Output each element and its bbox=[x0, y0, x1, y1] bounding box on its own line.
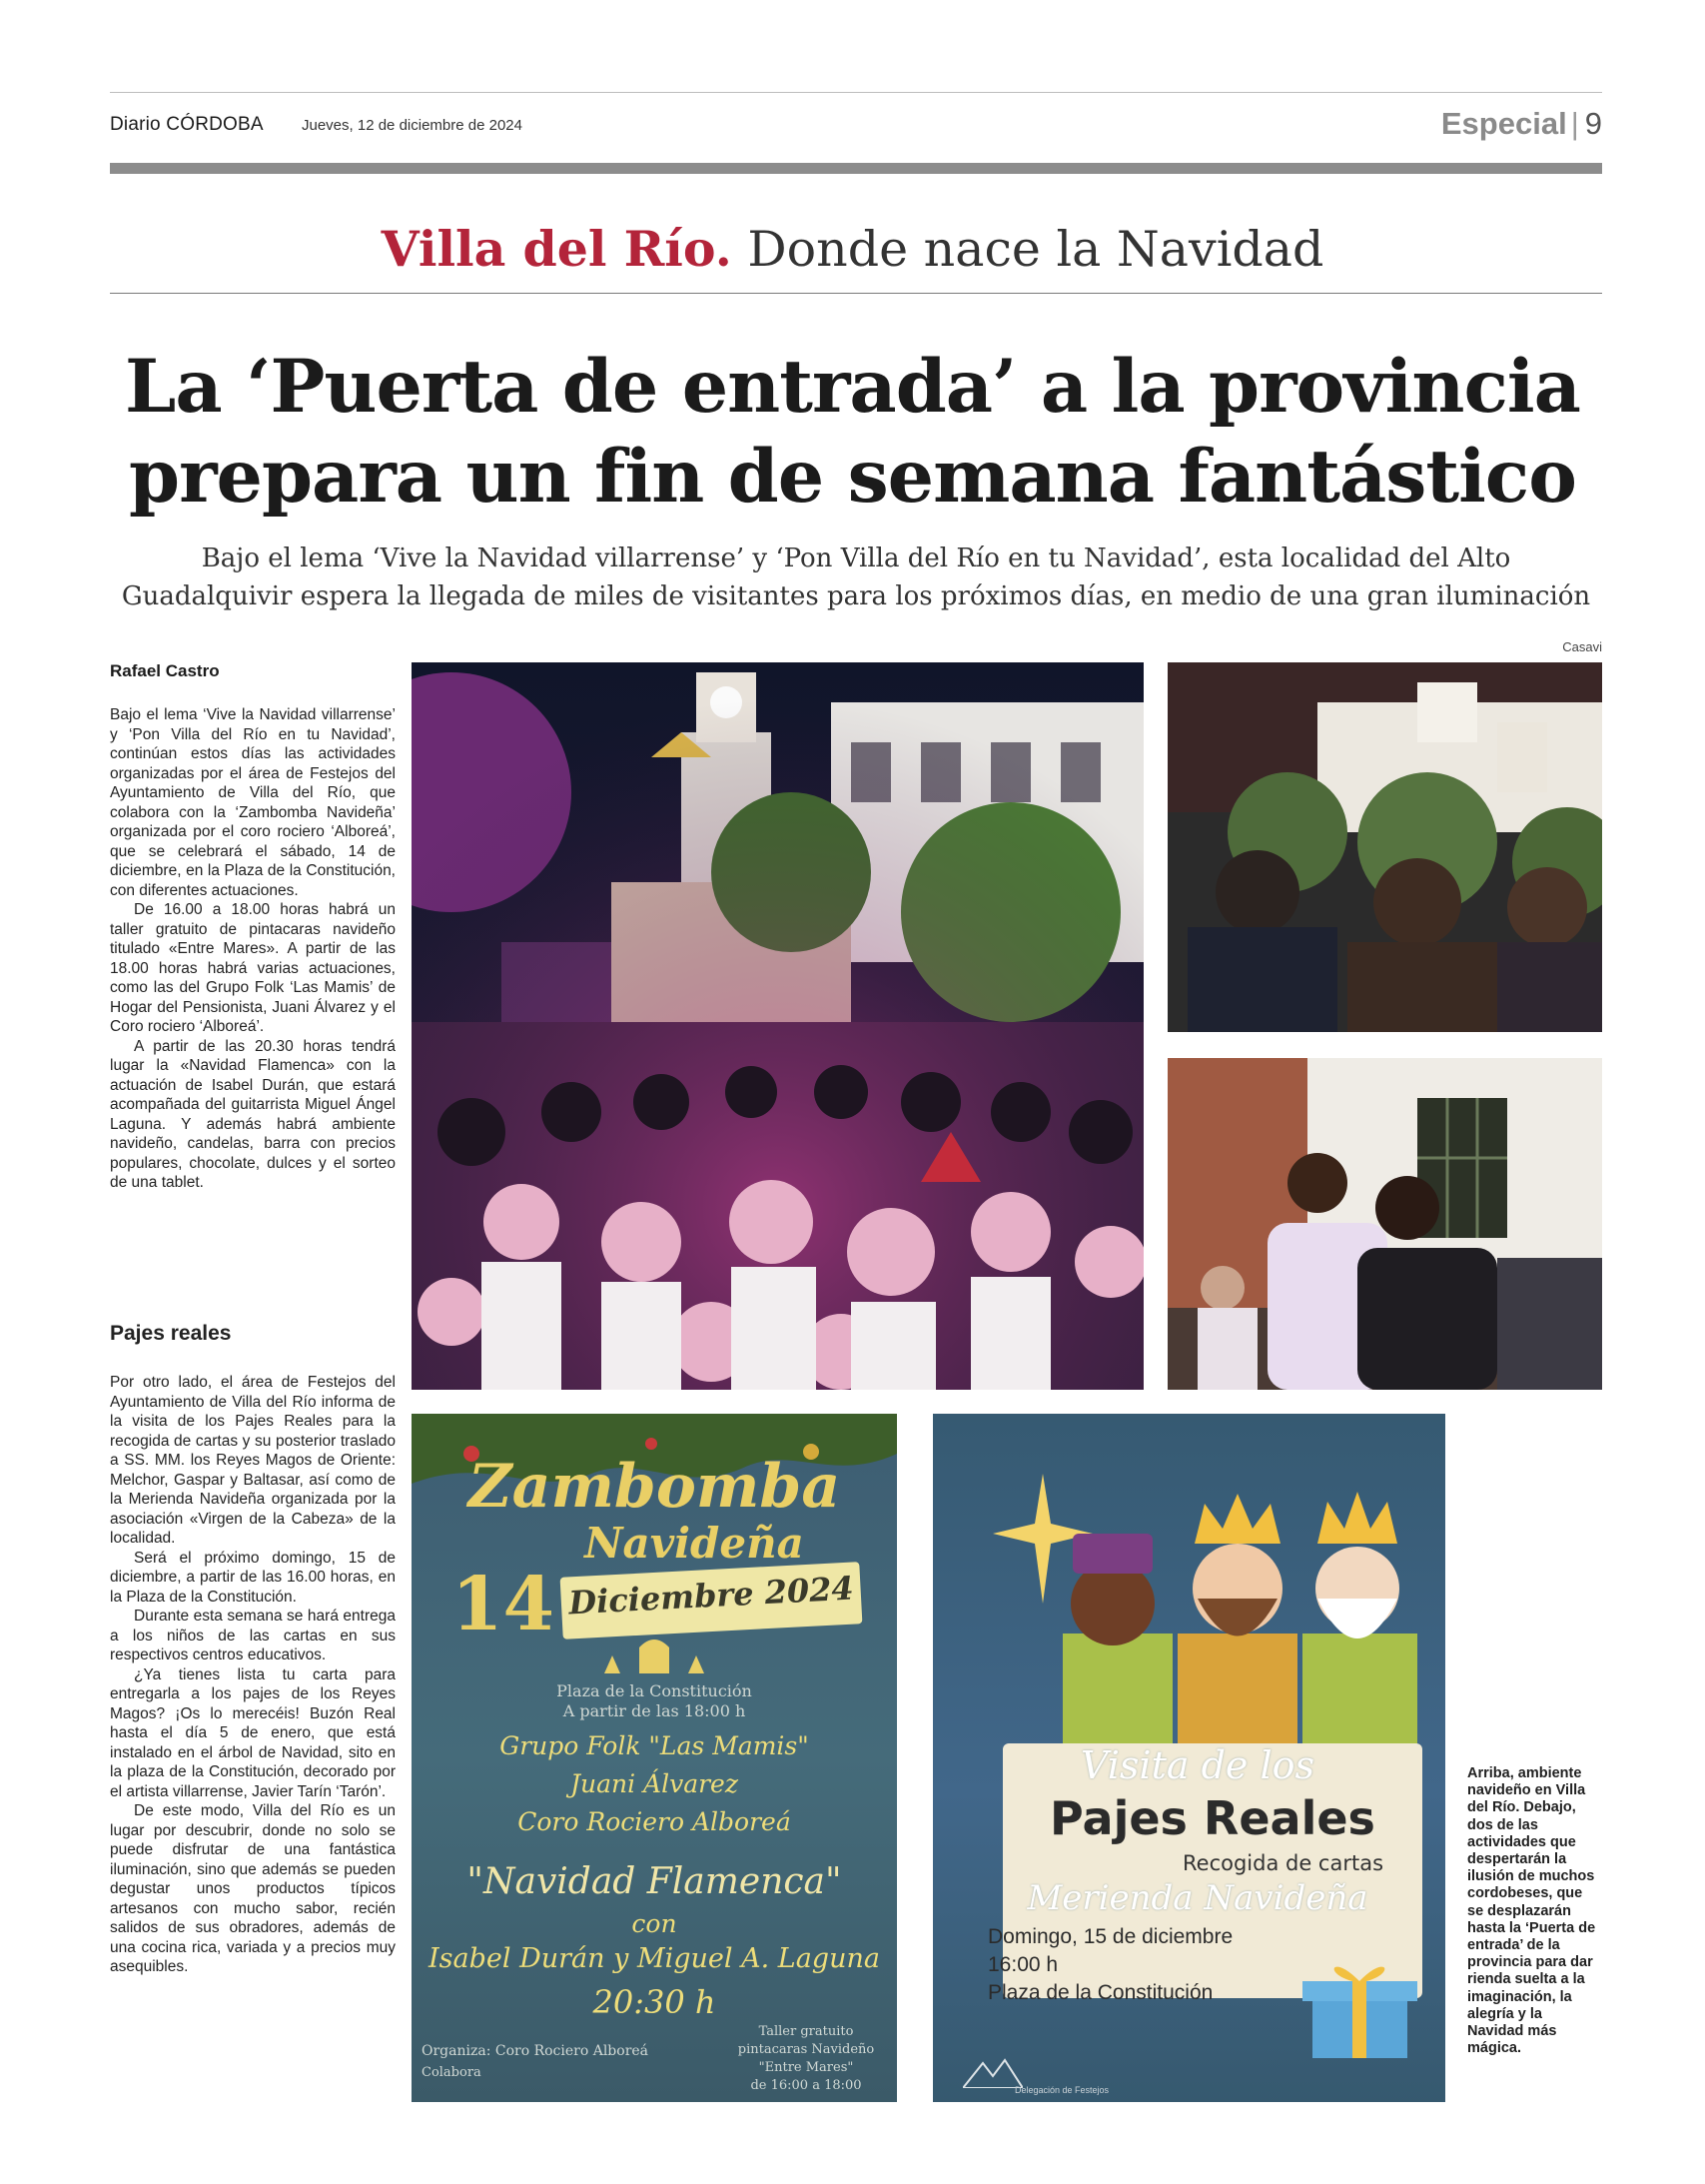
pajes-merienda: Merienda Navideña bbox=[1027, 1878, 1368, 1918]
photo-nativity-scene bbox=[1168, 662, 1602, 1032]
paragraph: Será el próximo domingo, 15 de diciembre, a partir de las 16.00 horas, en la Plaza de la Constitución. bbox=[110, 1549, 396, 1606]
zambomba-day: 14 bbox=[451, 1562, 554, 1647]
paragraph: A partir de las 20.30 horas tendrá lugar la «Navidad Flamenca» con la actuación de Isabel Durán, que estará acompañada del guitarrista Miguel Ángel Laguna. Y además habrá ambiente navideño, candelas, barra con precios populares, chocolate, dulces y el sorteo de una tablet. bbox=[110, 1037, 396, 1191]
subhead: Pajes reales bbox=[110, 1322, 232, 1345]
zambomba-act-1: Grupo Folk "Las Mamis" bbox=[499, 1731, 809, 1760]
photo-credit: Casavi bbox=[1562, 639, 1602, 654]
pajes-subtitle: Recogida de cartas bbox=[1183, 1851, 1384, 1875]
workshop-line: Taller gratuito bbox=[758, 2024, 854, 2039]
poster-pajes-reales bbox=[933, 1414, 1445, 2102]
mountain-logo-icon bbox=[963, 2058, 1023, 2088]
standfirst-line-1: Bajo el lema ‘Vive la Navidad villarrense’ y ‘Pon Villa del Río en tu Navidad’, esta localidad del Alto bbox=[201, 544, 1511, 573]
zambomba-con: con bbox=[631, 1909, 677, 1938]
kicker-theme: Donde nace la Navidad bbox=[747, 221, 1324, 278]
headline-line-2: prepara un fin de semana fantástico bbox=[129, 434, 1576, 520]
pajes-place: Plaza de la Constitución bbox=[988, 1981, 1214, 2004]
paragraph: De 16.00 a 18.00 horas habrá un taller gratuito de pintacaras navideño titulado «Entre Mares». A partir de las 18.00 horas habrá varias actuaciones, como las del Grupo Folk ‘Las Mamis’ de Hogar del Pensionista, Juani Álvarez y el Coro rociero ‘Alboreá’. bbox=[110, 901, 396, 1035]
zambomba-workshop bbox=[721, 2023, 891, 2095]
zambomba-act-2: Juani Álvarez bbox=[569, 1769, 739, 1798]
publication-date: Jueves, 12 de diciembre de 2024 bbox=[302, 117, 522, 134]
kicker-place: Villa del Río. bbox=[381, 220, 732, 278]
kicker bbox=[0, 220, 1705, 278]
pajes-title: Pajes Reales bbox=[1050, 1791, 1375, 1845]
paragraph: ¿Ya tienes lista tu carta para entregarla a los pajes de los Reyes Magos? ¡Os lo merecéis! Buzón Real hasta el día 5 de enero, que está instalado en el árbol de Navidad, sito en la plaza de la Constitución, decorado por el artista villarrense, Javier Tarín ‘Tarón’. bbox=[110, 1665, 396, 1800]
byline: Rafael Castro bbox=[110, 661, 220, 680]
paragraph: Por otro lado, el área de Festejos del Ayuntamiento de Villa del Río informa de la visita de los Pajes Reales para la recogida de cartas y su posterior traslado a SS. MM. los Reyes Magos de Oriente: Melchor, Gaspar y Baltasar, así como de la Merienda Navideña organizada por la asociación «Virgen de la Cabeza» de la localidad. bbox=[110, 1374, 396, 1547]
workshop-line: "Entre Mares" bbox=[758, 2060, 854, 2075]
paragraph: Bajo el lema ‘Vive la Navidad villarrense’ y ‘Pon Villa del Río en tu Navidad’, continúan estos días las actividades organizadas por el área de Festejos del Ayuntamiento de Villa del Río, que colabora con la ‘Zambomba Navideña’ organizada por el coro rociero ‘Alboreá’, que se celebrará el sábado, 14 de diciembre, en la Plaza de la Constitución, con diferentes actuaciones. bbox=[110, 706, 396, 899]
article-body-part1 bbox=[110, 705, 396, 1193]
poster-zambomba bbox=[412, 1414, 897, 2102]
zambomba-organizer: Organiza: Coro Rociero Alboreá bbox=[422, 2043, 649, 2059]
photo-child-and-woman bbox=[1168, 1058, 1602, 1390]
workshop-line: de 16:00 a 18:00 bbox=[750, 2078, 862, 2093]
page-number: 9 bbox=[1584, 106, 1602, 141]
three-kings-illustration bbox=[933, 1414, 1445, 1743]
zambomba-place: Plaza de la Constitución bbox=[556, 1681, 752, 1700]
top-rule bbox=[110, 92, 1602, 93]
zambomba-title: Zambomba bbox=[467, 1452, 841, 1522]
pajes-time: 16:00 h bbox=[988, 1953, 1059, 1976]
photo-caption: Arriba, ambiente navideño en Villa del Río. Debajo, dos de las actividades que despertarán la ilusión de muchos cordobeses, que se desplazarán hasta la ‘Puerta de entrada’ de la provincia para dar rienda suelta a la imaginación, la alegría y la Navidad más mágica. bbox=[1467, 1765, 1596, 2057]
zambomba-show-time: 20:30 h bbox=[592, 1983, 716, 2021]
photo-plaza-crowd bbox=[412, 662, 1144, 1390]
zambomba-collaborator: Colabora bbox=[422, 2065, 481, 2080]
header-band bbox=[110, 163, 1602, 174]
standfirst bbox=[110, 540, 1602, 615]
pajes-date: Domingo, 15 de diciembre bbox=[988, 1925, 1234, 1948]
zambomba-act-3: Coro Rociero Alboreá bbox=[517, 1807, 791, 1836]
masthead: Diario CÓRDOBA bbox=[110, 114, 264, 135]
pajes-title-visita: Visita de los bbox=[1080, 1743, 1314, 1787]
zambomba-month: Diciembre 2024 bbox=[567, 1569, 855, 1623]
zambomba-artists: Isabel Durán y Miguel A. Laguna bbox=[428, 1943, 880, 1974]
kicker-rule bbox=[110, 293, 1602, 294]
paragraph: De este modo, Villa del Río es un lugar por descubrir, donde no solo se puede disfrutar de una fantástica iluminación, sino que además se pueden degustar unos productos típicos artesanos con mucho sabor, recién salidos de sus obradores, además de una cocina rica, variada y a precios muy asequibles. bbox=[110, 1802, 396, 1975]
headline bbox=[0, 342, 1705, 522]
article-body-part2 bbox=[110, 1373, 396, 1977]
church-icon bbox=[594, 1636, 714, 1675]
section-label bbox=[1441, 106, 1602, 142]
gift-box-icon bbox=[1292, 1953, 1422, 2063]
section-divider: | bbox=[1570, 106, 1579, 141]
workshop-line: pintacaras Navideño bbox=[737, 2042, 875, 2057]
zambomba-start-time: A partir de las 18:00 h bbox=[562, 1701, 746, 1720]
headline-line-1: La ‘Puerta de entrada’ a la provincia bbox=[125, 344, 1580, 430]
paragraph: Durante esta semana se hará entrega a los niños de las cartas en sus respectivos centros educativos. bbox=[110, 1608, 396, 1663]
zambomba-show-title: "Navidad Flamenca" bbox=[466, 1861, 842, 1902]
zambomba-subtitle: Navideña bbox=[584, 1519, 804, 1568]
standfirst-line-2: Guadalquivir espera la llegada de miles de visitantes para los próximos días, en medio de una gran iluminación bbox=[121, 581, 1591, 611]
section-name: Especial bbox=[1440, 106, 1567, 141]
pajes-footer: Delegación de Festejos bbox=[1015, 2085, 1110, 2095]
